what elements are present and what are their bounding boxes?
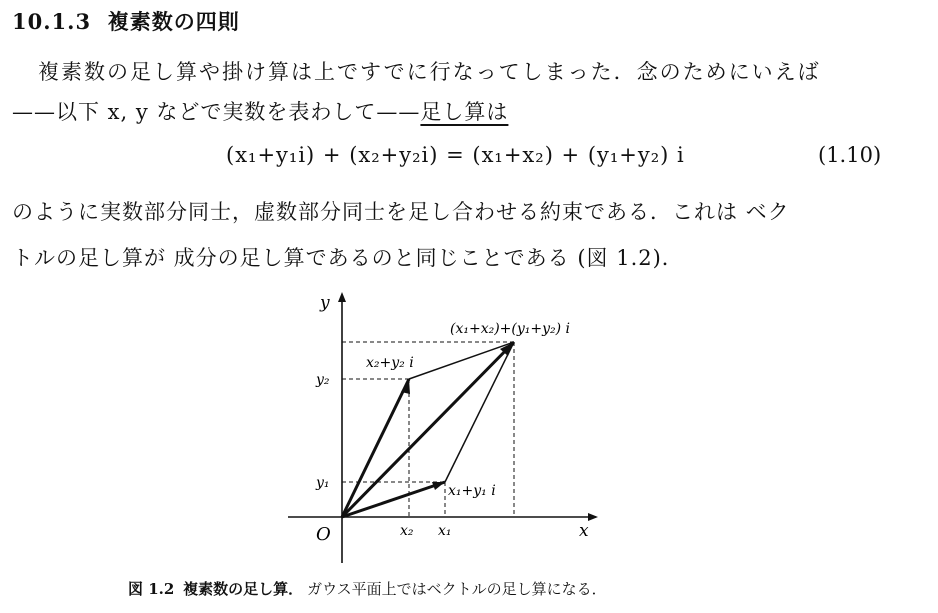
section-number: 10.1.3 xyxy=(12,9,92,34)
paragraph-line-4: トルの足し算が 成分の足し算であるのと同じことである (図 1.2)． xyxy=(12,246,684,270)
underlined-text: 足し算は xyxy=(420,100,509,124)
x2-tick-label: x₂ xyxy=(400,523,414,539)
x-axis-arrow xyxy=(588,513,598,521)
section-heading xyxy=(12,6,240,36)
paragraph-line-3: のように実数部分同士，虚数部分同士を足し合わせる約束である．これは ベク xyxy=(12,200,790,224)
paragraph-line-1: 複素数の足し算や掛け算は上ですでに行なってしまった．念のためにいえば xyxy=(38,60,821,84)
x1-tick-label: x₁ xyxy=(438,523,452,539)
paragraph-line-2 xyxy=(12,96,508,126)
caption-number: 図 1.2 xyxy=(128,580,175,598)
vector-addition-figure xyxy=(280,278,640,568)
origin-label: O xyxy=(316,524,331,545)
y-axis-label: y xyxy=(320,293,330,313)
caption-title: 複素数の足し算． xyxy=(183,580,304,598)
section-title: 複素数の四則 xyxy=(107,9,240,34)
y-axis-arrow xyxy=(338,292,346,302)
z2-label: x₂+y₂ i xyxy=(366,355,414,371)
equation-number: (1.10) xyxy=(818,143,882,167)
equation: (x₁+y₁i) + (x₂+y₂i) = (x₁+x₂) + (y₁+y₂) i xyxy=(226,143,685,167)
paragraph-line-2-text: ——以下 x, y などで実数を表わして—— xyxy=(12,100,421,124)
arrowhead-z2 xyxy=(401,379,410,394)
z1-label: x₁+y₁ i xyxy=(448,483,496,499)
figure-caption xyxy=(128,578,607,599)
y2-tick-label: y₂ xyxy=(316,372,330,388)
caption-text: ガウス平面上ではベクトルの足し算になる． xyxy=(307,580,607,598)
arrowhead-z1 xyxy=(432,482,445,490)
y1-tick-label: y₁ xyxy=(316,475,330,491)
x-axis-label: x xyxy=(579,521,589,541)
sum-label: (x₁+x₂)+(y₁+y₂) i xyxy=(450,321,571,337)
